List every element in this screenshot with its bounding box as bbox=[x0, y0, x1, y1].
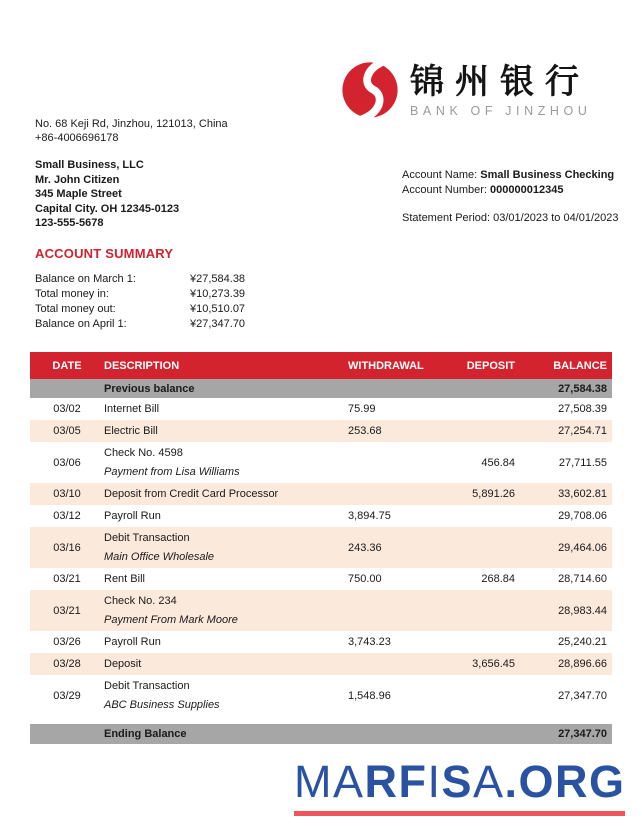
customer-line: Mr. John Citizen bbox=[35, 173, 120, 186]
account-name-value: Small Business Checking bbox=[480, 169, 615, 181]
transaction-row bbox=[30, 590, 612, 631]
transaction-description bbox=[104, 509, 348, 523]
transaction-date: 03/12 bbox=[53, 510, 81, 522]
transaction-balance: 33,602.81 bbox=[558, 488, 607, 500]
previous-balance-row bbox=[30, 379, 612, 398]
transaction-description bbox=[104, 446, 348, 479]
watermark-segment: S bbox=[441, 756, 474, 807]
bank-name-chinese: 锦州银行 bbox=[410, 62, 590, 102]
transaction-row bbox=[30, 505, 612, 527]
customer-address-block bbox=[35, 158, 179, 231]
summary-value: ¥27,584.38 bbox=[190, 272, 246, 285]
table-body bbox=[30, 398, 612, 716]
summary-row bbox=[35, 286, 245, 301]
transaction-withdrawal: 1,548.96 bbox=[348, 689, 391, 702]
transaction-balance: 29,464.06 bbox=[558, 541, 607, 554]
transaction-description-detail: Payment From Mark Moore bbox=[104, 614, 238, 626]
summary-row bbox=[35, 317, 245, 332]
transaction-description-detail: Payment from Lisa Williams bbox=[104, 466, 240, 478]
ending-balance-value: 27,347.70 bbox=[558, 728, 607, 740]
transaction-date: 03/06 bbox=[53, 456, 81, 469]
ending-balance-row bbox=[30, 724, 612, 744]
transaction-description bbox=[104, 679, 348, 712]
transaction-description-main: Debit Transaction bbox=[104, 532, 190, 544]
summary-label: Balance on April 1: bbox=[35, 318, 127, 331]
transaction-description-detail: ABC Business Supplies bbox=[104, 699, 220, 711]
watermark-segment: MA bbox=[294, 756, 365, 807]
transaction-description-main: Payroll Run bbox=[104, 636, 161, 648]
transaction-row bbox=[30, 420, 612, 442]
transaction-row bbox=[30, 675, 612, 716]
account-summary-title: ACCOUNT SUMMARY bbox=[35, 246, 174, 261]
transaction-withdrawal: 3,743.23 bbox=[348, 636, 391, 648]
transactions-table bbox=[30, 352, 612, 744]
transaction-date: 03/02 bbox=[53, 403, 81, 415]
transaction-description-main: Deposit from Credit Card Processor bbox=[104, 488, 279, 500]
summary-label: Total money out: bbox=[35, 302, 116, 315]
customer-line: 345 Maple Street bbox=[35, 188, 122, 200]
transaction-description bbox=[104, 402, 348, 416]
summary-row bbox=[35, 301, 245, 316]
customer-line: Capital City. OH 12345-0123 bbox=[35, 202, 180, 215]
transaction-date: 03/28 bbox=[53, 658, 81, 670]
transaction-description bbox=[104, 657, 348, 671]
transaction-balance: 28,983.44 bbox=[558, 604, 607, 617]
transaction-date: 03/21 bbox=[53, 604, 81, 617]
transaction-row bbox=[30, 483, 612, 505]
watermark bbox=[294, 756, 626, 816]
transaction-row bbox=[30, 568, 612, 590]
transaction-description-main: Check No. 234 bbox=[104, 595, 177, 607]
watermark-segment: I bbox=[427, 756, 442, 807]
bank-name-english: BANK OF JINZHOU bbox=[410, 104, 592, 119]
transaction-description-main: Deposit bbox=[104, 658, 142, 670]
transaction-description bbox=[104, 635, 348, 649]
bank-phone: +86-4006696178 bbox=[35, 131, 119, 144]
previous-balance-label: Previous balance bbox=[104, 382, 195, 395]
account-number-value: 000000012345 bbox=[490, 184, 564, 196]
statement-period-row bbox=[402, 211, 619, 226]
customer-line: 123-555-5678 bbox=[35, 217, 104, 229]
transaction-withdrawal: 243.36 bbox=[348, 541, 382, 554]
transaction-description-main: Internet Bill bbox=[104, 403, 160, 415]
header-deposit: DEPOSIT bbox=[466, 359, 515, 372]
transaction-date: 03/29 bbox=[53, 689, 81, 702]
statement-period-value: 03/01/2023 to 04/01/2023 bbox=[493, 212, 619, 224]
transaction-balance: 27,508.39 bbox=[558, 403, 607, 415]
account-name-label: Account Name: bbox=[402, 169, 481, 181]
header-withdrawal: WITHDRAWAL bbox=[348, 359, 424, 372]
transaction-row bbox=[30, 527, 612, 568]
transaction-balance: 27,254.71 bbox=[558, 425, 607, 437]
transaction-withdrawal: 3,894.75 bbox=[348, 510, 391, 522]
transaction-balance: 28,896.66 bbox=[558, 658, 607, 670]
header-description: DESCRIPTION bbox=[104, 359, 180, 372]
watermark-site-name bbox=[294, 756, 626, 807]
statement-period-label: Statement Period: bbox=[402, 212, 494, 224]
transaction-deposit: 5,891.26 bbox=[472, 488, 515, 500]
bank-logo-text bbox=[410, 60, 592, 118]
transaction-row bbox=[30, 631, 612, 653]
table-header-row bbox=[30, 352, 612, 379]
transaction-balance: 28,714.60 bbox=[558, 573, 607, 585]
ending-balance-label: Ending Balance bbox=[104, 728, 187, 740]
summary-row bbox=[35, 271, 245, 286]
watermark-segment: RF bbox=[364, 756, 428, 807]
transaction-row bbox=[30, 398, 612, 420]
previous-balance-value: 27,584.38 bbox=[558, 382, 607, 395]
transaction-date: 03/10 bbox=[53, 488, 81, 500]
transaction-description-main: Debit Transaction bbox=[104, 680, 190, 692]
account-number-label: Account Number: bbox=[402, 184, 491, 196]
summary-value: ¥10,273.39 bbox=[190, 287, 246, 300]
transaction-date: 03/16 bbox=[53, 541, 81, 554]
summary-label: Balance on March 1: bbox=[35, 272, 136, 285]
transaction-withdrawal: 750.00 bbox=[348, 573, 382, 585]
transaction-row bbox=[30, 653, 612, 675]
transaction-date: 03/05 bbox=[53, 425, 81, 437]
watermark-underline bbox=[294, 811, 625, 816]
transaction-deposit: 3,656.45 bbox=[472, 658, 515, 670]
transaction-balance: 25,240.21 bbox=[558, 636, 607, 648]
transaction-description-main: Payroll Run bbox=[104, 510, 161, 522]
transaction-description-main: Check No. 4598 bbox=[104, 447, 183, 459]
watermark-segment: A bbox=[473, 756, 505, 807]
header-balance: BALANCE bbox=[553, 359, 607, 372]
transaction-date: 03/21 bbox=[53, 573, 81, 585]
transaction-withdrawal: 75.99 bbox=[348, 403, 376, 415]
transaction-deposit: 456.84 bbox=[481, 456, 515, 469]
transaction-balance: 27,347.70 bbox=[558, 689, 607, 702]
transaction-description bbox=[104, 487, 348, 501]
transaction-description-main: Rent Bill bbox=[104, 573, 145, 585]
transaction-date: 03/26 bbox=[53, 636, 81, 648]
transaction-description-detail: Main Office Wholesale bbox=[104, 551, 215, 563]
header-date: DATE bbox=[52, 359, 82, 372]
transaction-description bbox=[104, 594, 348, 627]
account-summary-table bbox=[35, 271, 245, 332]
account-name-row bbox=[402, 168, 619, 183]
transaction-description-main: Electric Bill bbox=[104, 425, 158, 437]
transaction-description bbox=[104, 572, 348, 586]
account-number-row bbox=[402, 183, 619, 198]
bank-logo bbox=[340, 60, 592, 120]
summary-value: ¥10,510.07 bbox=[190, 302, 246, 315]
bank-address-line: No. 68 Keji Rd, Jinzhou, 121013, China bbox=[35, 118, 228, 130]
transaction-deposit: 268.84 bbox=[481, 573, 515, 585]
transaction-description bbox=[104, 531, 348, 564]
transaction-withdrawal: 253.68 bbox=[348, 425, 382, 437]
transaction-balance: 29,708.06 bbox=[558, 510, 607, 522]
transaction-description bbox=[104, 424, 348, 438]
account-info bbox=[402, 168, 619, 226]
customer-line: Small Business, LLC bbox=[35, 159, 144, 171]
summary-label: Total money in: bbox=[35, 287, 109, 300]
bank-logo-swirl-icon bbox=[340, 60, 400, 120]
summary-value: ¥27,347.70 bbox=[190, 318, 246, 331]
transaction-balance: 27,711.55 bbox=[558, 456, 607, 469]
transaction-row bbox=[30, 442, 612, 483]
bank-address bbox=[35, 118, 228, 145]
watermark-segment: .ORG bbox=[504, 756, 626, 807]
